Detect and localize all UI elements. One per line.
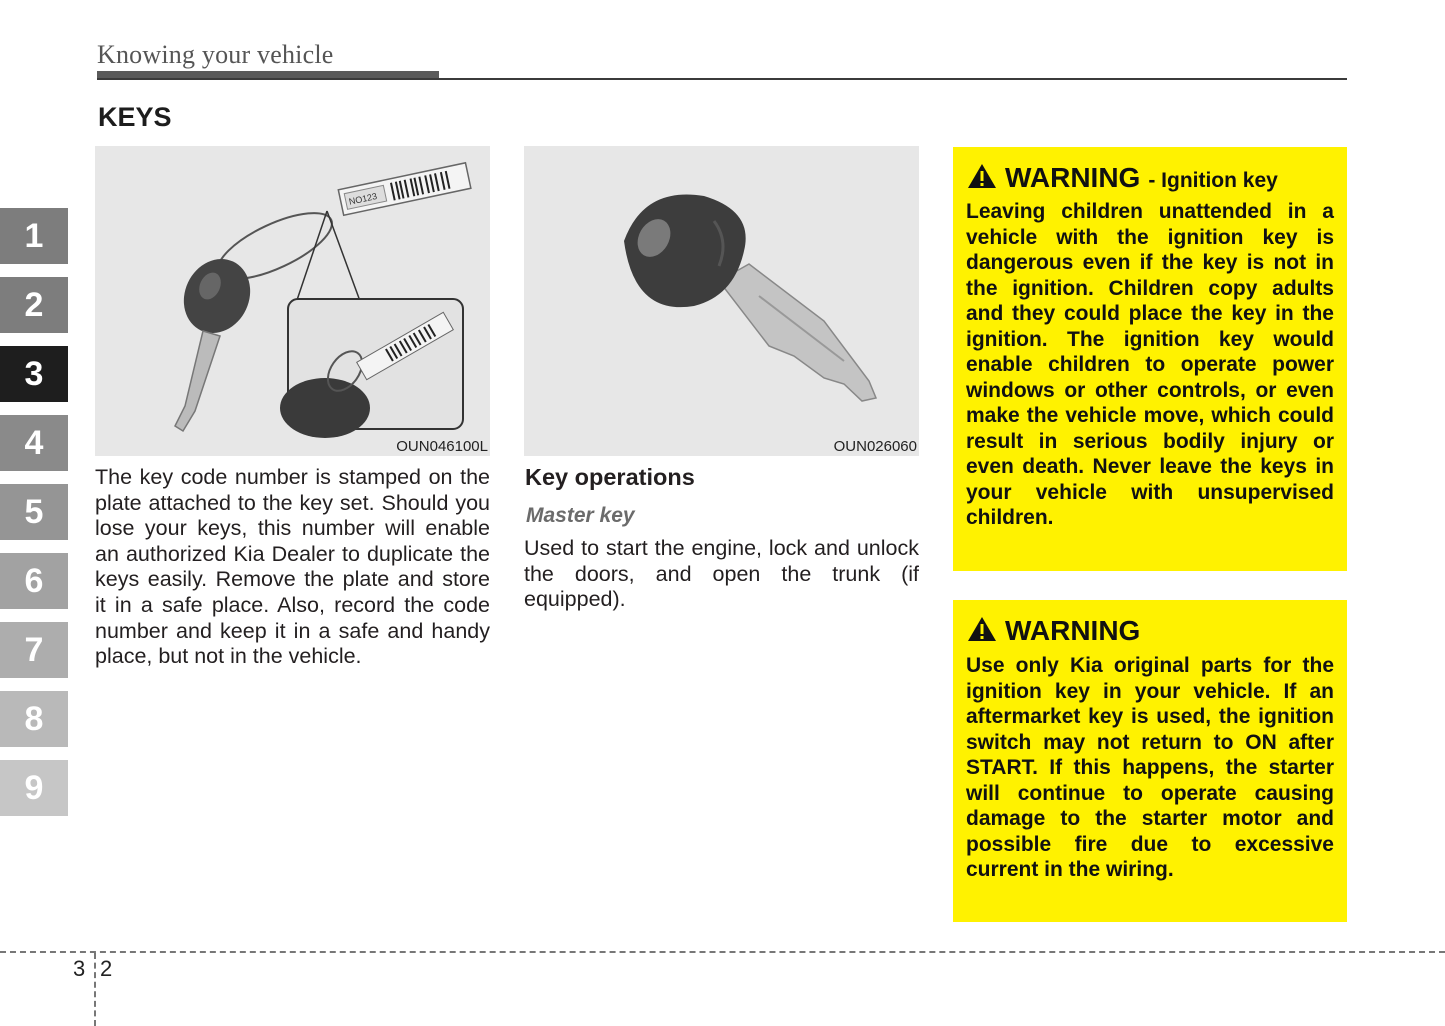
running-header: Knowing your vehicle (97, 40, 334, 69)
master-key-drawing (524, 146, 919, 456)
warning-title-row (967, 614, 1140, 647)
tag-code-text: NO123 (347, 191, 378, 207)
master-key-illustration (524, 146, 919, 456)
warning-box-ignition-key (953, 147, 1347, 571)
chapter-tab-5[interactable]: 5 (0, 484, 68, 540)
page-title: KEYS (98, 102, 172, 132)
chapter-tab-3-active[interactable]: 3 (0, 346, 68, 402)
master-key-paragraph: Used to start the engine, lock and unlock the doors, and open the trunk (if equipped). (524, 536, 919, 612)
chapter-tab-7[interactable]: 7 (0, 622, 68, 678)
warning-title: WARNING (1005, 162, 1141, 193)
warning-text: Use only Kia original parts for the ignition key in your vehicle. If an aftermarket key is used, the ignition switch may not return to ON after START. If this happens, the starter will continue to operate causing damage to the starter motor and possible fire due to excessive current in the wiring. (966, 654, 1334, 881)
key-code-paragraph: The key code number is stamped on the plate attached to the key set. Should you lose your keys, this number will enable an authorized Kia Dealer to duplicate the keys easily. Remove the plate and store it in a safe place. Also, record the code number and keep it in a safe and handy place, but not in the vehicle. (95, 465, 490, 669)
key-with-tag-drawing (95, 146, 490, 456)
chapter-tab-2[interactable]: 2 (0, 277, 68, 333)
header-rule (97, 78, 1347, 80)
key-operations-heading: Key operations (525, 464, 695, 490)
chapter-tab-1[interactable]: 1 (0, 208, 68, 264)
master-key-subheading: Master key (526, 504, 635, 527)
warning-title-row (967, 161, 1278, 194)
warning-text: Leaving children unattended in a vehicle with the ignition key is dangerous even if the key is not in the ignition. Children copy adults and they could place the key in the ignition. The ignition key would enable children to operate power windows or other controls, or even make the vehicle move, which could result in serious bodily injury or even death. Never leave the keys in your vehicle with unsupervised children. (966, 200, 1334, 529)
image-code-left: OUN046100L (396, 438, 488, 455)
warning-triangle-icon (967, 616, 997, 642)
page-number: 2 (100, 956, 113, 981)
chapter-tab-4[interactable]: 4 (0, 415, 68, 471)
key-code-tag-illustration (95, 146, 490, 456)
image-code-middle: OUN026060 (833, 438, 917, 455)
chapter-tab-9[interactable]: 9 (0, 760, 68, 816)
footer-divider (94, 953, 96, 1026)
warning-triangle-icon (967, 163, 997, 189)
chapter-tab-8[interactable]: 8 (0, 691, 68, 747)
page-section-number: 3 (73, 956, 86, 981)
warning-subtitle: - Ignition key (1148, 169, 1278, 192)
warning-title: WARNING (1005, 615, 1141, 646)
chapter-tab-6[interactable]: 6 (0, 553, 68, 609)
footer-rule (0, 951, 1445, 953)
warning-box-original-parts (953, 600, 1347, 922)
